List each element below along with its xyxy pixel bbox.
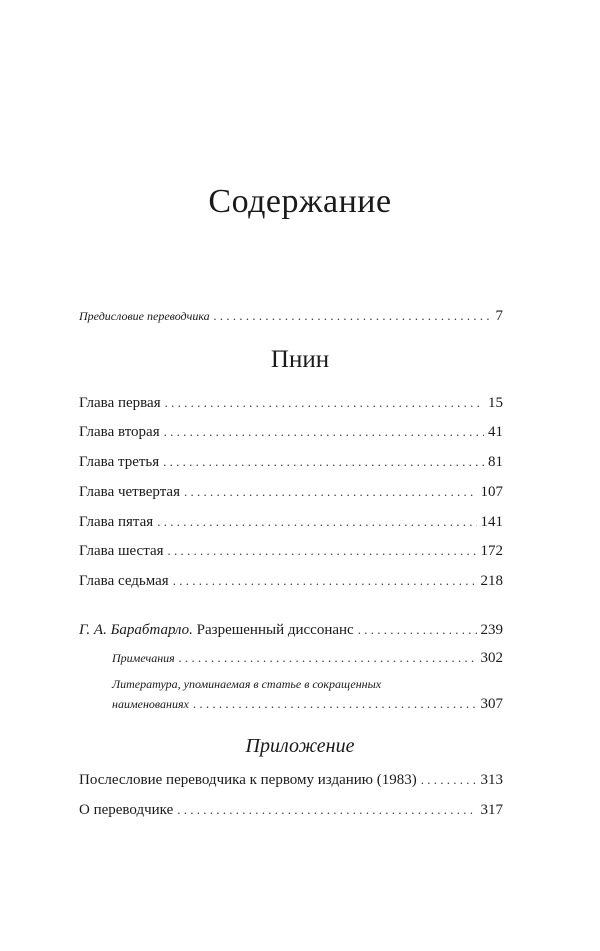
dot-leader [179,650,477,666]
toc-label-line-1: Литература, упоминаемая в статье в сокращенных [112,677,382,691]
toc-entry-literature[interactable] [112,676,503,712]
toc-entry-afterword[interactable] [79,772,503,789]
toc-entry-chapter-3[interactable] [79,454,503,471]
toc-label [79,622,354,639]
toc-label: Предисловие переводчика [79,309,210,323]
page-title: Содержание [208,183,392,220]
toc-label: О переводчике [79,802,174,818]
dot-leader [193,696,477,712]
toc-entry-essay[interactable] [79,622,503,639]
toc-label: Примечания [112,651,175,665]
toc-page-number: 15 [488,395,503,411]
toc-entry-chapter-1[interactable] [79,395,503,412]
toc-page-number: 313 [480,772,503,788]
dot-leader [157,514,476,530]
section-title-appendix: Приложение [245,735,355,757]
toc-entry-chapter-7[interactable] [79,573,503,590]
toc-page-number: 81 [488,454,503,470]
dot-leader [163,454,484,470]
toc-page-number: 317 [480,802,503,818]
toc-entry-chapter-4[interactable] [79,484,503,501]
toc-page-number: 7 [495,308,503,324]
toc-entry-preface[interactable] [79,308,503,325]
dot-leader [421,772,477,788]
toc-label: Послесловие переводчика к первому изданию (1983) [79,772,417,788]
section-title-pnin: Пнин [270,346,330,373]
toc-page-number: 141 [480,514,503,530]
essay-title: Разрешенный диссонанс [196,622,354,638]
dot-leader [165,395,484,411]
toc-label: Глава пятая [79,514,154,530]
dot-leader [168,543,477,559]
toc-label: Глава первая [79,395,161,411]
toc-label: Глава вторая [79,424,160,440]
essay-author: Г. А. Барабтарло. [79,622,193,638]
dot-leader [214,308,492,324]
dot-leader [173,573,477,589]
toc-entry-notes[interactable] [112,650,503,667]
toc-label: Глава третья [79,454,160,470]
toc-page-number: 172 [480,543,503,559]
dot-leader [164,424,484,440]
toc-page-number: 307 [480,696,503,712]
toc-page-number: 107 [480,484,503,500]
toc-entry-about-translator[interactable] [79,802,503,819]
toc-label-line-2: наименованиях [112,697,189,711]
toc-entry-chapter-5[interactable] [79,514,503,531]
toc-entry-chapter-6[interactable] [79,543,503,560]
toc-page-number: 239 [480,622,503,638]
toc-label: Глава четвертая [79,484,180,500]
toc-label: Глава шестая [79,543,164,559]
toc-label: Глава седьмая [79,573,169,589]
dot-leader [358,622,477,638]
dot-leader [184,484,477,500]
toc-entry-chapter-2[interactable] [79,424,503,441]
toc-page-number: 41 [488,424,503,440]
dot-leader [177,802,476,818]
toc-page-number: 302 [480,650,503,666]
toc-page-number: 218 [480,573,503,589]
